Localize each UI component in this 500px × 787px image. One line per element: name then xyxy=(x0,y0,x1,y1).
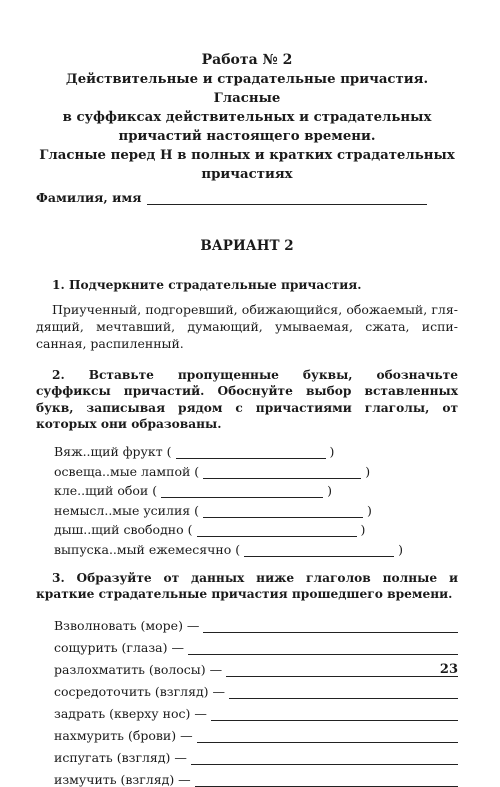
topic-line: причастий настоящего времени. xyxy=(118,129,376,144)
answer-blank-line[interactable] xyxy=(203,468,361,479)
task3-item-text: задрать (кверху нос) — xyxy=(54,705,207,721)
answer-blank-line[interactable] xyxy=(161,487,323,498)
answer-blank-line[interactable] xyxy=(195,776,458,787)
task3-item-text: Взволновать (море) — xyxy=(54,617,200,633)
topic-line: причастиях xyxy=(201,167,293,182)
closing-paren: ) xyxy=(367,502,372,518)
closing-paren: ) xyxy=(327,483,333,498)
closing-paren: ) xyxy=(398,541,404,557)
task3-item xyxy=(54,633,458,655)
closing-paren: ) xyxy=(329,444,335,459)
answer-blank-line[interactable] xyxy=(203,507,363,518)
task2-item xyxy=(54,479,458,499)
task3-item-text: измучить (взгляд) — xyxy=(54,771,191,787)
topic-line: Действительные и страдательные причастия. Гласные xyxy=(65,72,429,106)
task3-item-text: нахмурить (брови) — xyxy=(54,727,193,743)
answer-blank-line[interactable] xyxy=(191,754,458,765)
topic-line: в суффиксах действительных и страдательных xyxy=(62,110,432,125)
task2-item-text: Вяж..щий фрукт ( xyxy=(54,444,172,459)
page-number: 23 xyxy=(439,662,458,677)
closing-paren: ) xyxy=(360,522,366,537)
task2-item xyxy=(54,498,458,518)
task1-heading: 1. Подчеркните страдательные причастия. xyxy=(52,278,362,292)
closing-paren: ) xyxy=(365,463,371,479)
name-label: Фамилия, имя xyxy=(36,190,142,205)
task3-item-text: разлохматить (волосы) — xyxy=(54,661,223,677)
task1-word-list: Приученный, подгоревший, обижающийся, обожаемый, глядящий, мечтавший, думающий, умываемая, сжата, исписанная, распиленный. xyxy=(36,301,458,351)
name-row xyxy=(36,190,458,205)
answer-blank-line[interactable] xyxy=(197,526,357,537)
title-block xyxy=(36,0,458,184)
task2-heading: 2. Вставьте пропущенные буквы, обозначьте суффиксы причастий. Обоснуйте выбор вставленных букв, записывая рядом с причастиями глаголы, от которых они образованы. xyxy=(36,367,458,431)
task3-item xyxy=(54,677,458,699)
answer-blank-line[interactable] xyxy=(188,644,458,655)
task3-item xyxy=(54,699,458,721)
task2-item xyxy=(54,440,458,460)
task3-item-text: сощурить (глаза) — xyxy=(54,639,184,655)
topic-line: Гласные перед Н в полных и кратких страдательных xyxy=(39,148,455,163)
task3-item-text: испугать (взгляд) — xyxy=(54,749,187,765)
task2-item-text: выпуска..мый ежемесячно ( xyxy=(54,541,241,557)
work-title: Работа № 2 xyxy=(201,52,293,68)
task2-item xyxy=(54,537,458,557)
answer-blank-line[interactable] xyxy=(176,448,326,459)
answer-blank-line[interactable] xyxy=(244,546,394,557)
answer-blank-line[interactable] xyxy=(226,666,458,677)
task2-item-text: освеща..мые лампой ( xyxy=(54,463,200,479)
task3-item xyxy=(54,721,458,743)
answer-blank-line[interactable] xyxy=(211,710,458,721)
task2-list xyxy=(36,440,458,557)
task3-item xyxy=(54,655,458,677)
answer-blank-line[interactable] xyxy=(229,688,458,699)
task3-item xyxy=(54,743,458,765)
task2-item xyxy=(54,459,458,479)
task3-heading: 3. Образуйте от данных ниже глаголов полные и краткие страдательные причастия прошедшего времени. xyxy=(36,570,458,601)
task2-item-text: немысл..мые усилия ( xyxy=(54,502,200,518)
variant-heading: ВАРИАНТ 2 xyxy=(200,238,294,254)
task2-item-text: дыш..щий свободно ( xyxy=(54,522,193,537)
task3-item xyxy=(54,765,458,787)
answer-blank-line[interactable] xyxy=(197,732,458,743)
task2-item-text: кле..щий обои ( xyxy=(54,483,158,498)
task3-item-text: сосредоточить (взгляд) — xyxy=(54,683,226,699)
name-blank-line[interactable] xyxy=(147,193,427,205)
answer-blank-line[interactable] xyxy=(203,622,458,633)
task2-item xyxy=(54,518,458,538)
task3-item xyxy=(54,611,458,633)
task3-list xyxy=(36,611,458,787)
